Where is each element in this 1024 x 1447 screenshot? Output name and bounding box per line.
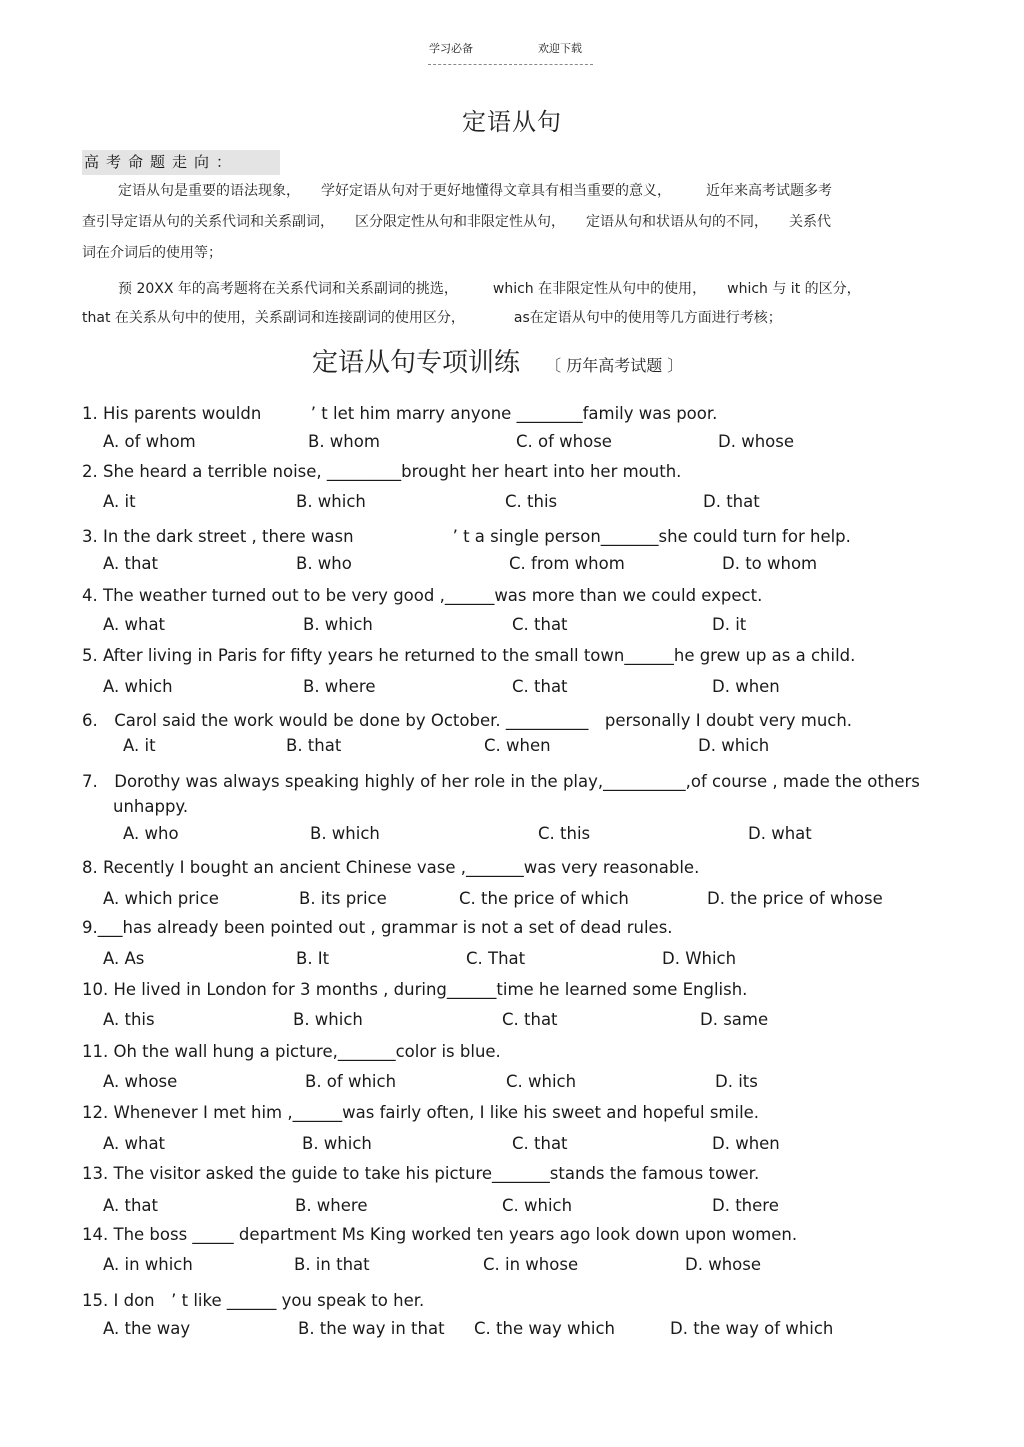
- option-d[interactable]: D. the price of whose: [707, 889, 883, 908]
- option-b[interactable]: B. which: [296, 492, 366, 511]
- option-d[interactable]: D. Which: [662, 949, 737, 968]
- question-stem: 15. I don ’ t like ______ you speak to her.: [82, 1291, 425, 1310]
- option-b[interactable]: B. its price: [299, 889, 387, 908]
- option-d[interactable]: D. when: [712, 1134, 780, 1153]
- answer-options: [0, 1072, 1024, 1094]
- header-divider: [428, 64, 593, 65]
- option-b[interactable]: B. who: [296, 554, 352, 573]
- intro-line: 词在介词后的使用等；: [82, 245, 222, 261]
- intro-line: 预 20XX 年的高考题将在关系代词和关系副词的挑选， which 在非限定性从句中的使用， which 与 it 的区分，: [118, 281, 861, 297]
- option-c[interactable]: C. the way which: [474, 1319, 616, 1338]
- option-a[interactable]: A. which: [103, 677, 173, 696]
- option-b[interactable]: B. whom: [308, 432, 380, 451]
- option-b[interactable]: B. which: [303, 615, 373, 634]
- question-stem: 14. The boss _____ department Ms King worked ten years ago look down upon women.: [82, 1225, 798, 1244]
- option-d[interactable]: D. which: [698, 736, 770, 755]
- option-d[interactable]: D. its: [715, 1072, 758, 1091]
- option-c[interactable]: C. that: [502, 1010, 558, 1029]
- option-b[interactable]: B. It: [296, 949, 330, 968]
- answer-options: [0, 1010, 1024, 1032]
- option-c[interactable]: C. the price of which: [459, 889, 629, 908]
- option-a[interactable]: A. which price: [103, 889, 219, 908]
- option-d[interactable]: D. whose: [685, 1255, 761, 1274]
- question-stem: 3. In the dark street , there wasn ’ t a single person_______she could turn for help.: [82, 527, 851, 546]
- question-stem: 5. After living in Paris for fifty years he returned to the small town______he grew up as a child.: [82, 646, 856, 665]
- option-b[interactable]: B. which: [293, 1010, 363, 1029]
- question-stem: 12. Whenever I met him ,______was fairly often, I like his sweet and hopeful smile.: [82, 1103, 760, 1122]
- option-b[interactable]: B. where: [303, 677, 376, 696]
- option-b[interactable]: B. of which: [305, 1072, 397, 1091]
- option-d[interactable]: D. it: [712, 615, 747, 634]
- option-d[interactable]: D. when: [712, 677, 780, 696]
- option-d[interactable]: D. same: [700, 1010, 769, 1029]
- option-b[interactable]: B. that: [286, 736, 342, 755]
- answer-options: [0, 432, 1024, 454]
- option-a[interactable]: A. what: [103, 1134, 166, 1153]
- option-d[interactable]: D. the way of which: [670, 1319, 834, 1338]
- option-c[interactable]: C. That: [466, 949, 526, 968]
- question-stem: 13. The visitor asked the guide to take his picture_______stands the famous tower.: [82, 1164, 760, 1183]
- answer-options: [0, 492, 1024, 514]
- option-a[interactable]: A. of whom: [103, 432, 196, 451]
- option-a[interactable]: A. that: [103, 1196, 158, 1215]
- header-right-text: 欢迎下载: [538, 42, 582, 55]
- question-stem: 11. Oh the wall hung a picture,_______color is blue.: [82, 1042, 501, 1061]
- question-stem: 8. Recently I bought an ancient Chinese vase ,_______was very reasonable.: [82, 858, 700, 877]
- trend-label: 高考命题走向：: [82, 150, 280, 175]
- intro-line: 查引导定语从句的关系代词和关系副词， 区分限定性从句和非限定性从句， 定语从句和状语从句的不同， 关系代: [82, 214, 831, 230]
- question-stem: 9.___has already been pointed out , grammar is not a set of dead rules.: [82, 918, 673, 937]
- page-header: [0, 40, 1024, 76]
- section-subtitle: 〔 历年高考试题 〕: [545, 356, 684, 375]
- question-stem: 10. He lived in London for 3 months , during______time he learned some English.: [82, 980, 748, 999]
- option-c[interactable]: C. this: [538, 824, 591, 843]
- option-d[interactable]: D. what: [748, 824, 812, 843]
- option-c[interactable]: C. when: [484, 736, 551, 755]
- option-b[interactable]: B. in that: [294, 1255, 370, 1274]
- option-b[interactable]: B. the way in that: [298, 1319, 445, 1338]
- answer-options: [0, 1196, 1024, 1218]
- option-c[interactable]: C. that: [512, 1134, 568, 1153]
- answer-options: [0, 1319, 1024, 1341]
- answer-options: [0, 1255, 1024, 1277]
- option-a[interactable]: A. this: [103, 1010, 155, 1029]
- option-a[interactable]: A. what: [103, 615, 166, 634]
- option-a[interactable]: A. whose: [103, 1072, 178, 1091]
- question-stem: 2. She heard a terrible noise, _________brought her heart into her mouth.: [82, 462, 682, 481]
- option-c[interactable]: C. this: [505, 492, 558, 511]
- question-stem: 1. His parents wouldn ’ t let him marry anyone ________family was poor.: [82, 404, 718, 423]
- option-b[interactable]: B. which: [310, 824, 380, 843]
- section-title: [312, 342, 683, 379]
- question-stem-continued: unhappy.: [113, 797, 189, 816]
- option-a[interactable]: A. the way: [103, 1319, 191, 1338]
- option-d[interactable]: D. whose: [718, 432, 794, 451]
- option-b[interactable]: B. which: [302, 1134, 372, 1153]
- option-a[interactable]: A. it: [103, 492, 136, 511]
- option-d[interactable]: D. that: [703, 492, 760, 511]
- answer-options: [0, 615, 1024, 637]
- option-a[interactable]: A. who: [123, 824, 179, 843]
- page-title: 定语从句: [462, 108, 562, 136]
- question-stem: 7. Dorothy was always speaking highly of her role in the play,__________,of course , made the others: [82, 772, 920, 791]
- option-a[interactable]: A. As: [103, 949, 145, 968]
- section-title-main: 定语从句专项训练: [312, 348, 521, 378]
- option-b[interactable]: B. where: [295, 1196, 368, 1215]
- option-c[interactable]: C. which: [506, 1072, 577, 1091]
- option-a[interactable]: A. it: [123, 736, 156, 755]
- header-left-text: 学习必备: [429, 42, 473, 55]
- option-c[interactable]: C. which: [502, 1196, 573, 1215]
- option-c[interactable]: C. of whose: [516, 432, 612, 451]
- question-stem: 4. The weather turned out to be very good ,______was more than we could expect.: [82, 586, 763, 605]
- option-a[interactable]: A. in which: [103, 1255, 193, 1274]
- option-d[interactable]: D. to whom: [722, 554, 818, 573]
- question-stem: 6. Carol said the work would be done by October. __________ personally I doubt very much.: [82, 711, 853, 730]
- answer-options: [0, 949, 1024, 971]
- intro-line: 定语从句是重要的语法现象， 学好定语从句对于更好地懂得文章具有相当重要的意义， 近年来高考试题多考: [118, 183, 832, 199]
- option-c[interactable]: C. in whose: [483, 1255, 579, 1274]
- intro-line: that 在关系从句中的使用，关系副词和连接副词的使用区分， as在定语从句中的使用等几方面进行考核；: [82, 310, 782, 326]
- answer-options: [0, 677, 1024, 699]
- option-c[interactable]: C. that: [512, 615, 568, 634]
- option-a[interactable]: A. that: [103, 554, 158, 573]
- option-d[interactable]: D. there: [712, 1196, 779, 1215]
- answer-options: [0, 889, 1024, 911]
- answer-options: [0, 736, 1024, 758]
- answer-options: [0, 1134, 1024, 1156]
- option-c[interactable]: C. from whom: [509, 554, 625, 573]
- answer-options: [0, 824, 1024, 846]
- answer-options: [0, 554, 1024, 576]
- option-c[interactable]: C. that: [512, 677, 568, 696]
